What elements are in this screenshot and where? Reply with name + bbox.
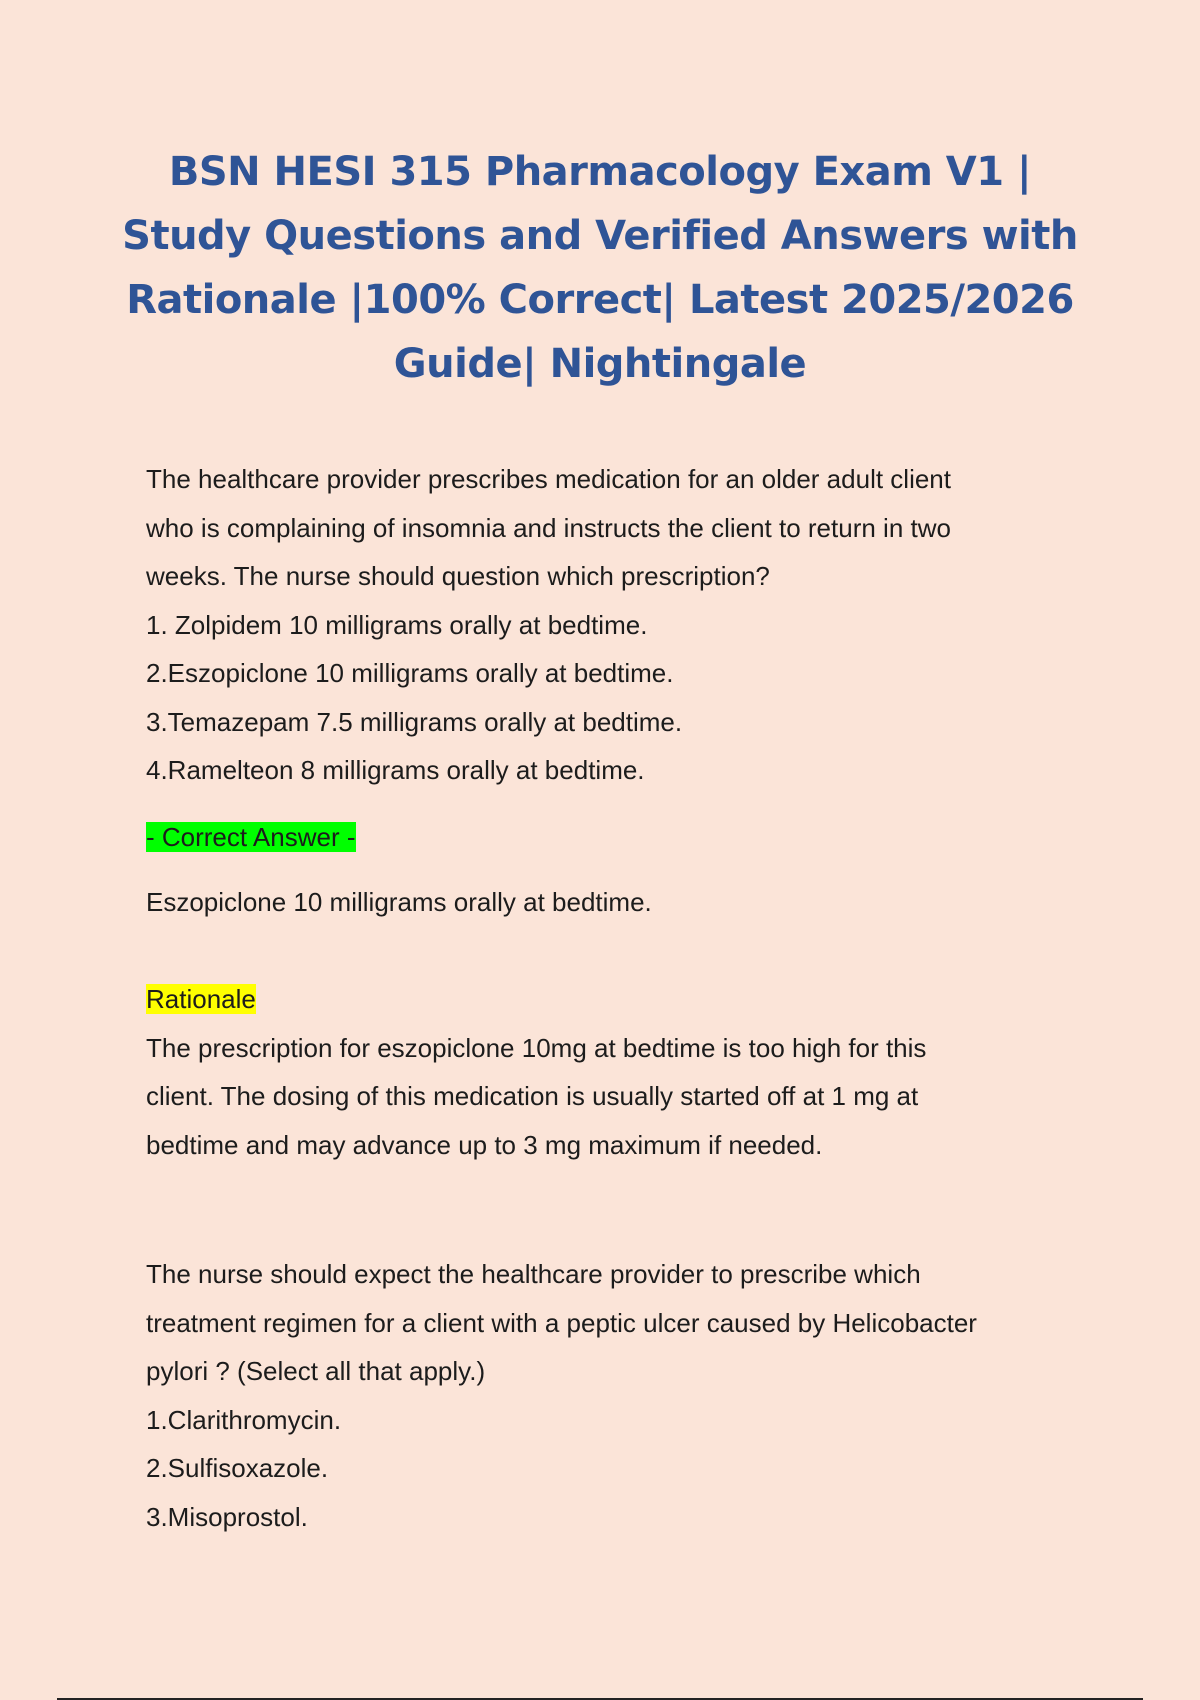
- question-stem-line: The nurse should expect the healthcare provider to prescribe which: [146, 1259, 921, 1289]
- question-2: [146, 1250, 1066, 1541]
- question-1: [146, 455, 1066, 795]
- rationale-line: bedtime and may advance up to 3 mg maximum if needed.: [146, 1129, 823, 1160]
- answer-option: 1. Zolpidem 10 milligrams orally at bedtime.: [146, 609, 648, 640]
- correct-answer: [146, 878, 1066, 927]
- correct-answer-label: - Correct Answer -: [146, 822, 356, 852]
- question-stem-line: treatment regimen for a client with a peptic ulcer caused by Helicobacter: [146, 1307, 977, 1338]
- rationale-line: The prescription for eszopiclone 10mg at bedtime is too high for this: [146, 1032, 927, 1063]
- correct-answer-text: Eszopiclone 10 milligrams orally at bedtime.: [146, 887, 652, 917]
- answer-option: 2.Sulfisoxazole.: [146, 1453, 329, 1483]
- question-stem-line: weeks. The nurse should question which prescription?: [146, 561, 770, 591]
- question-stem-line: The healthcare provider prescribes medication for an older adult client: [146, 464, 951, 494]
- correct-answer-block: [146, 813, 1066, 862]
- rationale-label: Rationale: [146, 984, 256, 1014]
- answer-option: 1.Clarithromycin.: [146, 1404, 342, 1435]
- rationale-line: client. The dosing of this medication is usually started off at 1 mg at: [146, 1081, 919, 1111]
- question-stem-line: who is complaining of insomnia and instructs the client to return in two: [146, 512, 951, 543]
- answer-option: 3.Misoprostol.: [146, 1501, 308, 1532]
- answer-option: 3.Temazepam 7.5 milligrams orally at bedtime.: [146, 706, 683, 737]
- rationale-block: [146, 975, 1066, 1169]
- answer-option: 4.Ramelteon 8 milligrams orally at bedtime.: [146, 755, 645, 785]
- question-stem-line: pylori ? (Select all that apply.): [146, 1356, 486, 1386]
- document-title: BSN HESI 315 Pharmacology Exam V1 | Study Questions and Verified Answers with Rationale |100% Correct| Latest 2025/2026 Guide| Nightingale: [122, 149, 1078, 387]
- answer-option: 2.Eszopiclone 10 milligrams orally at bedtime.: [146, 658, 674, 688]
